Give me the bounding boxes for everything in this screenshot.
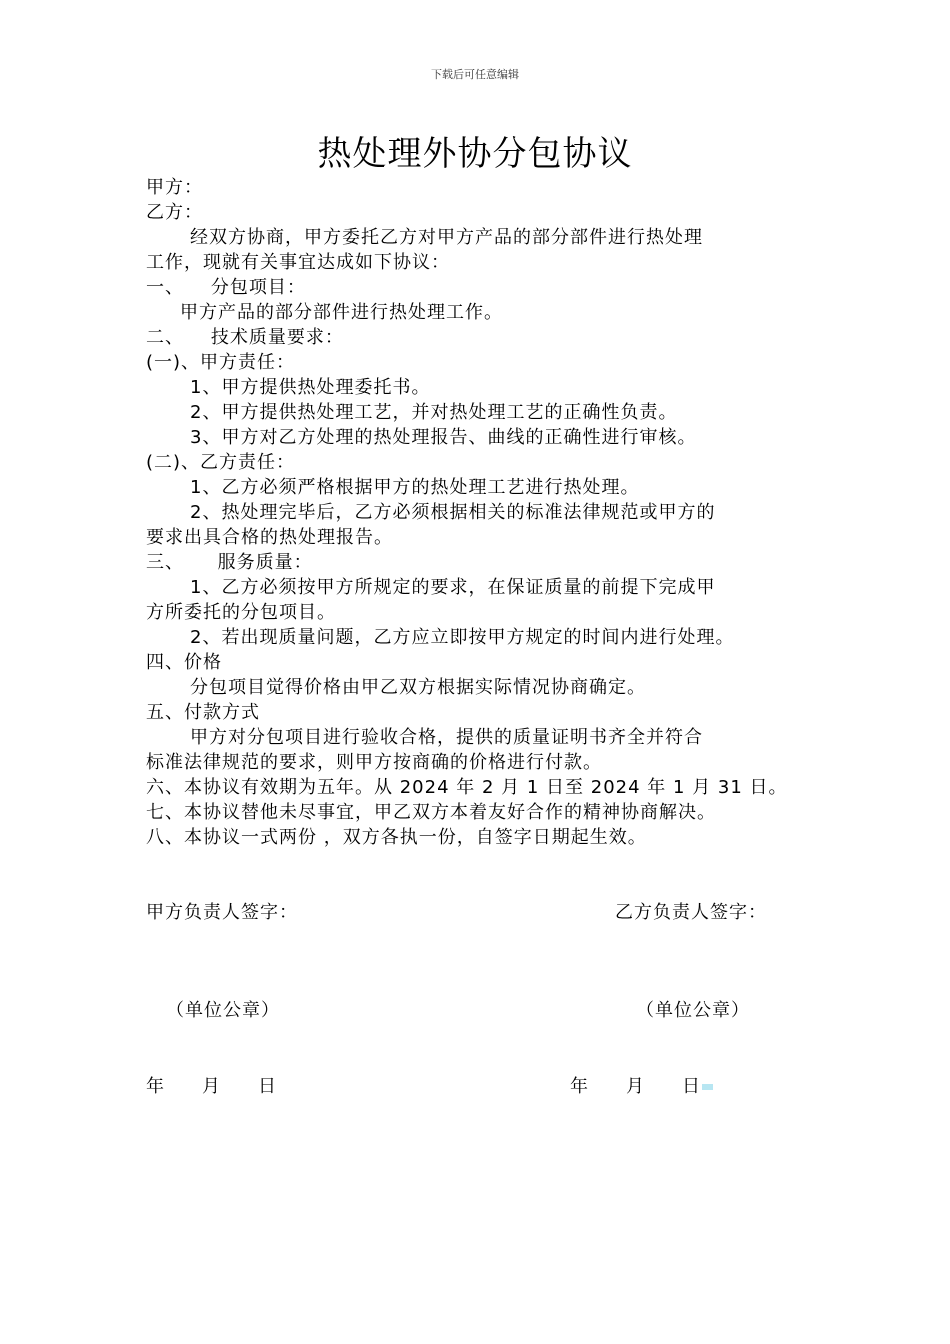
section-heading-3: 三、 服务质量： [146, 552, 313, 573]
party-a-seal: （单位公章） [166, 1000, 280, 1021]
year-label: 年 [570, 1076, 588, 1097]
body-line-intro-1: 经双方协商，甲方委托乙方对甲方产品的部分部件进行热处理 [190, 227, 703, 248]
body-line-intro-2: 工作，现就有关事宜达成如下协议： [146, 252, 450, 273]
month-label: 月 [626, 1076, 644, 1097]
party-a-signature-label: 甲方负责人签字： [146, 902, 298, 923]
body-line-party-b: 乙方： [146, 202, 203, 223]
party-b-signature-label: 乙方负责人签字： [615, 902, 767, 923]
year-label: 年 [146, 1076, 164, 1097]
section-heading-1: 一、 分包项目： [146, 277, 306, 298]
party-b-seal: （单位公章） [636, 1000, 750, 1021]
body-line-project: 甲方产品的部分部件进行热处理工作。 [180, 302, 503, 323]
section-heading-2: 二、 技术质量要求： [146, 327, 344, 348]
day-label: 日 [258, 1076, 276, 1097]
section-copies: 八、本协议一式两份 ，双方各执一份，自签字日期起生效。 [146, 827, 647, 848]
section-heading-4: 四、价格 [146, 652, 222, 673]
subsection-heading-b: (二)、乙方责任： [146, 452, 296, 473]
header-note: 下载后可任意编辑 [431, 68, 519, 81]
subsection-heading-a: (一)、甲方责任： [146, 352, 296, 373]
body-line-q1: 1、乙方必须按甲方所规定的要求，在保证质量的前提下完成甲 [190, 577, 716, 598]
body-line-a3: 3、甲方对乙方处理的热处理报告、曲线的正确性进行审核。 [190, 427, 697, 448]
body-line-a1: 1、甲方提供热处理委托书。 [190, 377, 431, 398]
body-line-payment-2: 标准法律规范的要求，则甲方按商确的价格进行付款。 [146, 752, 602, 773]
month-label: 月 [202, 1076, 220, 1097]
body-line-q1-cont: 方所委托的分包项目。 [146, 602, 336, 623]
body-line-party-a: 甲方： [146, 177, 203, 198]
body-line-payment-1: 甲方对分包项目进行验收合格，提供的质量证明书齐全并符合 [190, 727, 703, 748]
body-line-price: 分包项目觉得价格由甲乙双方根据实际情况协商确定。 [190, 677, 646, 698]
body-line-b2-cont: 要求出具合格的热处理报告。 [146, 527, 393, 548]
section-heading-5: 五、付款方式 [146, 702, 260, 723]
body-line-b1: 1、乙方必须严格根据甲方的热处理工艺进行热处理。 [190, 477, 640, 498]
highlight-mark [702, 1084, 713, 1090]
body-line-a2: 2、甲方提供热处理工艺，并对热处理工艺的正确性负责。 [190, 402, 678, 423]
section-other: 七、本协议替他未尽事宜，甲乙双方本着友好合作的精神协商解决。 [146, 802, 716, 823]
day-label: 日 [682, 1076, 700, 1097]
section-term: 六、本协议有效期为五年。从 2024 年 2 月 1 日至 2024 年 1 月 31 日。 [146, 777, 788, 798]
body-line-q2: 2、若出现质量问题，乙方应立即按甲方规定的时间内进行处理。 [190, 627, 735, 648]
document-title: 热处理外协分包协议 [317, 134, 633, 174]
body-line-b2: 2、热处理完毕后，乙方必须根据相关的标准法律规范或甲方的 [190, 502, 716, 523]
